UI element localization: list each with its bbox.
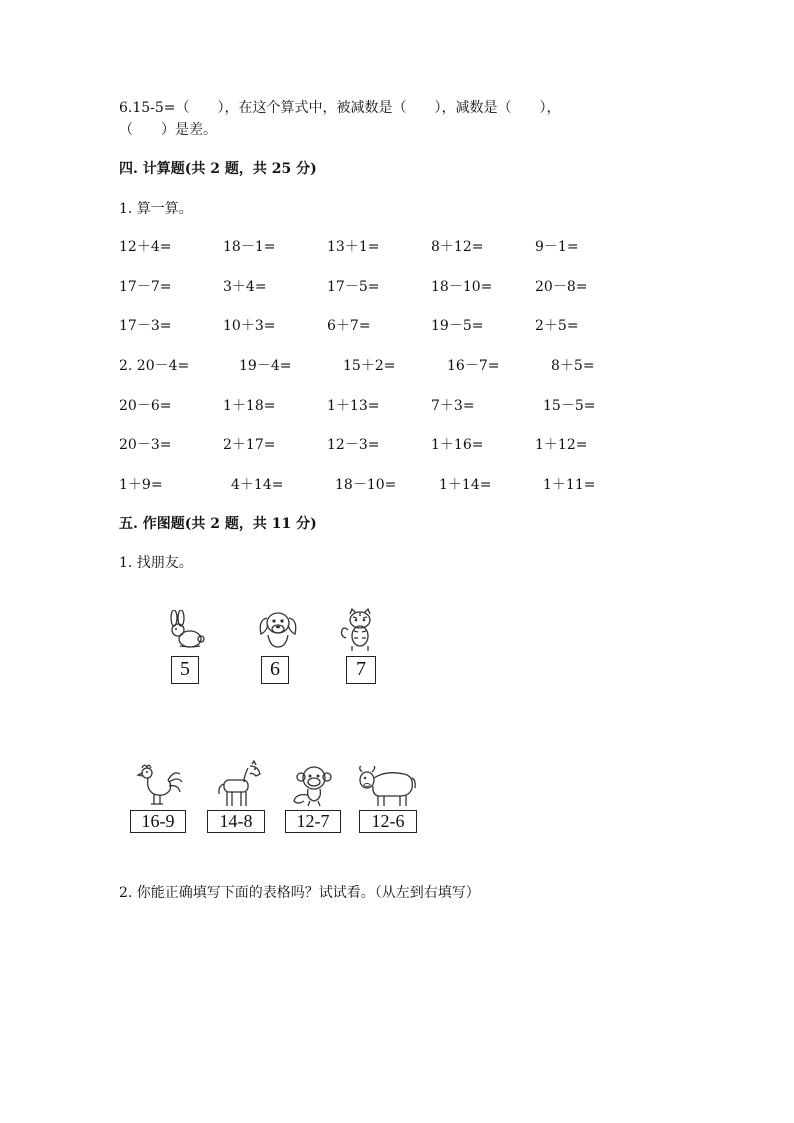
calc-item: 1＋11= (543, 477, 596, 493)
rooster-icon (134, 762, 184, 808)
q6-line1: 6.15-5=（ ），在这个算式中，被减数是（ ），减数是（ ）， (119, 100, 561, 116)
calc-item: 2＋5= (535, 318, 579, 334)
calc-item: 16－7= (447, 358, 500, 374)
expression-card: 12-6 (359, 810, 417, 833)
rabbit-icon (164, 610, 206, 650)
calc-item: 17－5= (327, 279, 380, 295)
number-card: 6 (261, 656, 289, 684)
calc-item: 1＋18= (223, 398, 276, 414)
calc-item: 20－6= (119, 398, 172, 414)
calc-item: 15＋2= (343, 358, 396, 374)
section4-title: 四. 计算题(共 2 题，共 25 分) (119, 161, 317, 177)
expression-card: 16-9 (130, 810, 186, 833)
calc-item: 10＋3= (223, 318, 276, 334)
calc-item: 1＋13= (327, 398, 380, 414)
number-card: 7 (346, 656, 376, 684)
calc-item: 20－3= (119, 437, 172, 453)
calc-item: 1＋16= (431, 437, 484, 453)
calc-item: 17－7= (119, 279, 172, 295)
calc-item: 2. 20－4= (119, 358, 190, 374)
calc-item: 8＋12= (431, 239, 484, 255)
dog-icon (254, 608, 302, 650)
monkey-icon (290, 765, 336, 807)
calc-item: 18－10= (431, 279, 493, 295)
calc-item: 4＋14= (231, 477, 284, 493)
section4-q1-label: 1. 算一算。 (119, 201, 193, 217)
calc-item: 9－1= (535, 239, 579, 255)
q6-line2: （ ）是差。 (119, 122, 217, 138)
calc-item: 7＋3= (431, 398, 475, 414)
section5-q2-label: 2. 你能正确填写下面的表格吗？试试看。（从左到右填写） (119, 885, 480, 901)
horse-icon (214, 760, 262, 808)
calc-item: 6＋7= (327, 318, 371, 334)
calc-item: 1＋14= (439, 477, 492, 493)
calc-item: 15－5= (543, 398, 596, 414)
number-card: 5 (171, 656, 199, 684)
calc-item: 12＋4= (119, 239, 172, 255)
calc-item: 1＋9= (119, 477, 163, 493)
calc-item: 20－8= (535, 279, 588, 295)
section5-title: 五. 作图题(共 2 题，共 11 分) (119, 516, 317, 532)
tiger-icon (338, 608, 382, 652)
expression-card: 14-8 (207, 810, 265, 833)
calc-item: 8＋5= (551, 358, 595, 374)
calc-item: 19－4= (239, 358, 292, 374)
ox-icon (356, 766, 418, 808)
calc-item: 17－3= (119, 318, 172, 334)
section5-q1-label: 1. 找朋友。 (119, 555, 193, 571)
calc-item: 13＋1= (327, 239, 380, 255)
calc-item: 3＋4= (223, 279, 267, 295)
calc-item: 1＋12= (535, 437, 588, 453)
calc-item: 18－1= (223, 239, 276, 255)
calc-item: 12－3= (327, 437, 380, 453)
expression-card: 12-7 (285, 810, 341, 833)
calc-item: 18－10= (335, 477, 397, 493)
calc-item: 19－5= (431, 318, 484, 334)
calc-item: 2＋17= (223, 437, 276, 453)
